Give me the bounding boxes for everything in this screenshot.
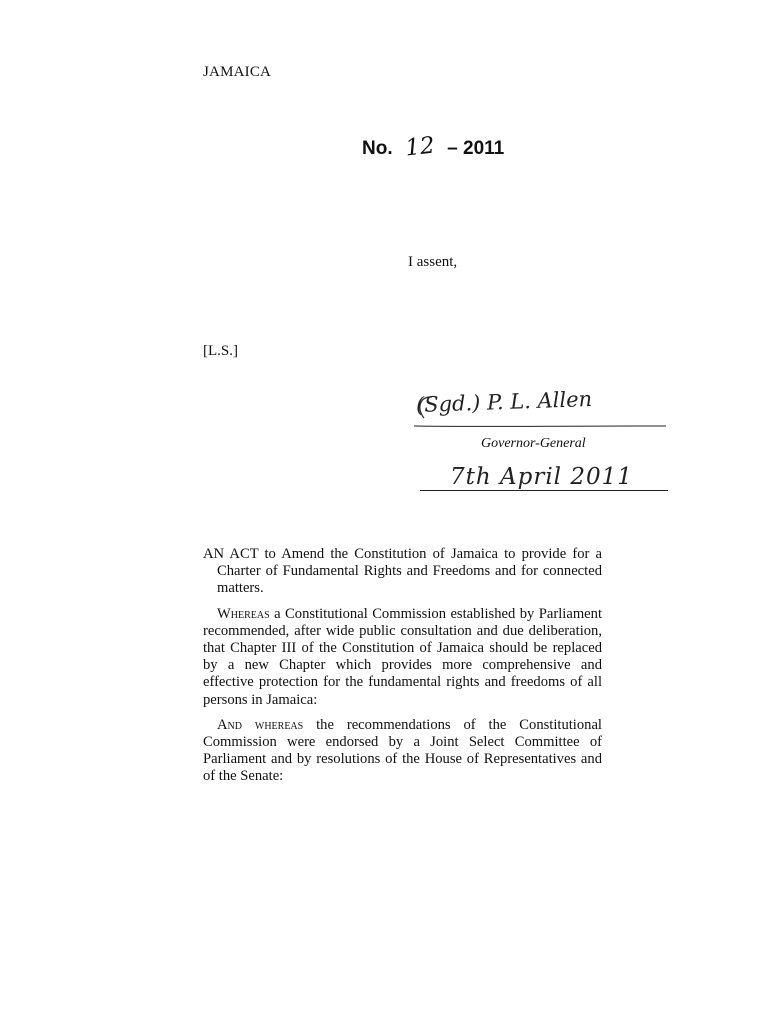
act-body <box>203 546 602 794</box>
act-title: AN ACT to Amend the Constitution of Jamaica to provide for a Charter of Fundamental Rights and Freedoms and for connected matters. <box>203 546 602 597</box>
whereas-paragraph-2 <box>203 717 602 786</box>
whereas-paragraph-1 <box>203 606 602 709</box>
act-number-year: – 2011 <box>447 138 505 159</box>
whereas-text-1: a Constitutional Commission established by Parliament recommended, after wide public consultation and due deliberation, that Chapter III of the Constitution of Jamaica should be replaced by a new Chapter which provides more comprehensive and effective protection for the fundamental rights and freedoms of all persons in Jamaica: <box>203 605 602 708</box>
country-heading: JAMAICA <box>203 64 272 80</box>
assent-date <box>420 464 670 498</box>
act-number <box>362 134 504 160</box>
act-number-prefix: No. <box>362 138 393 159</box>
date-handwritten: 7th April 2011 <box>450 464 633 490</box>
whereas-lead-2: And whereas <box>217 716 304 733</box>
whereas-lead-1: Whereas <box>217 605 270 622</box>
act-number-handwritten: 12 <box>403 132 436 162</box>
governor-general-title: Governor-General <box>481 436 586 451</box>
signature-handwritten: (Sgd.) P. L. Allen <box>415 386 593 418</box>
whereas-text-2: the recommendations of the Constitutional Commission were endorsed by a Joint Select Committee of Parliament and by resolutions of the House of Representatives and of the Senate: <box>203 716 602 785</box>
date-line <box>420 490 668 491</box>
seal-marker: [L.S.] <box>203 343 238 359</box>
governor-signature <box>410 388 670 438</box>
assent-text: I assent, <box>408 254 458 270</box>
